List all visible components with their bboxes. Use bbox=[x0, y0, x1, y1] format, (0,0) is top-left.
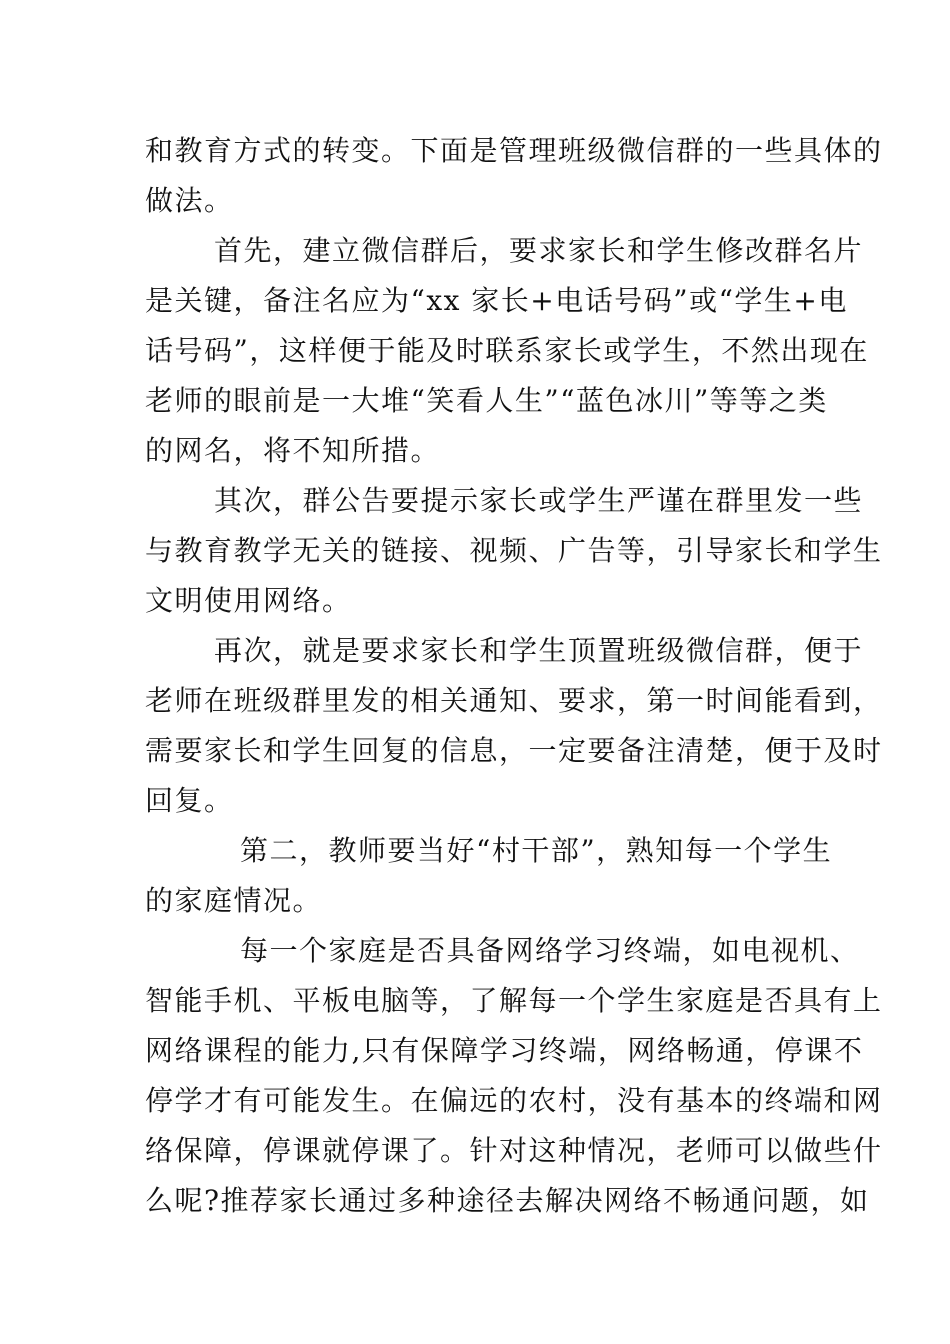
paragraph-first-line: 再次，就是要求家长和学生顶置班级微信群，便于 bbox=[214, 634, 864, 667]
text-line: 络保障，停课就停课了。针对这种情况，老师可以做些什 bbox=[145, 1134, 883, 1167]
paragraph-first-line: 首先，建立微信群后，要求家长和学生修改群名片 bbox=[214, 234, 864, 267]
text-line: 是关键，备注名应为“xx 家长+电话号码”或“学生+电 bbox=[145, 284, 848, 317]
text-line: 停学才有可能发生。在偏远的农村，没有基本的终端和网 bbox=[145, 1084, 883, 1117]
text-line: 做法。 bbox=[145, 184, 234, 217]
text-line: 和教育方式的转变。下面是管理班级微信群的一些具体的 bbox=[145, 134, 883, 167]
text-line: 与教育教学无关的链接、视频、广告等，引导家长和学生 bbox=[145, 534, 883, 567]
text-line: 话号码”，这样便于能及时联系家长或学生，不然出现在 bbox=[145, 334, 869, 367]
text-line: 的网名，将不知所措。 bbox=[145, 434, 441, 467]
paragraph-first-line: 第二，教师要当好“村干部”，熟知每一个学生 bbox=[240, 834, 833, 867]
paragraph-first-line: 其次，群公告要提示家长或学生严谨在群里发一些 bbox=[214, 484, 864, 517]
text-line: 老师的眼前是一大堆“笑看人生”“蓝色冰川”等等之类 bbox=[145, 384, 828, 417]
text-line: 网络课程的能力,只有保障学习终端，网络畅通，停课不 bbox=[145, 1034, 864, 1067]
text-line: 智能手机、平板电脑等，了解每一个学生家庭是否具有上 bbox=[145, 984, 883, 1017]
text-line: 需要家长和学生回复的信息，一定要备注清楚，便于及时 bbox=[145, 734, 883, 767]
text-line: 的家庭情况。 bbox=[145, 884, 323, 917]
text-line: 么呢?推荐家长通过多种途径去解决网络不畅通问题，如 bbox=[145, 1184, 870, 1217]
text-line: 回复。 bbox=[145, 784, 234, 817]
paragraph-first-line: 每一个家庭是否具备网络学习终端，如电视机、 bbox=[240, 934, 860, 967]
text-line: 文明使用网络。 bbox=[145, 584, 352, 617]
text-line: 老师在班级群里发的相关通知、要求，第一时间能看到， bbox=[145, 684, 883, 717]
